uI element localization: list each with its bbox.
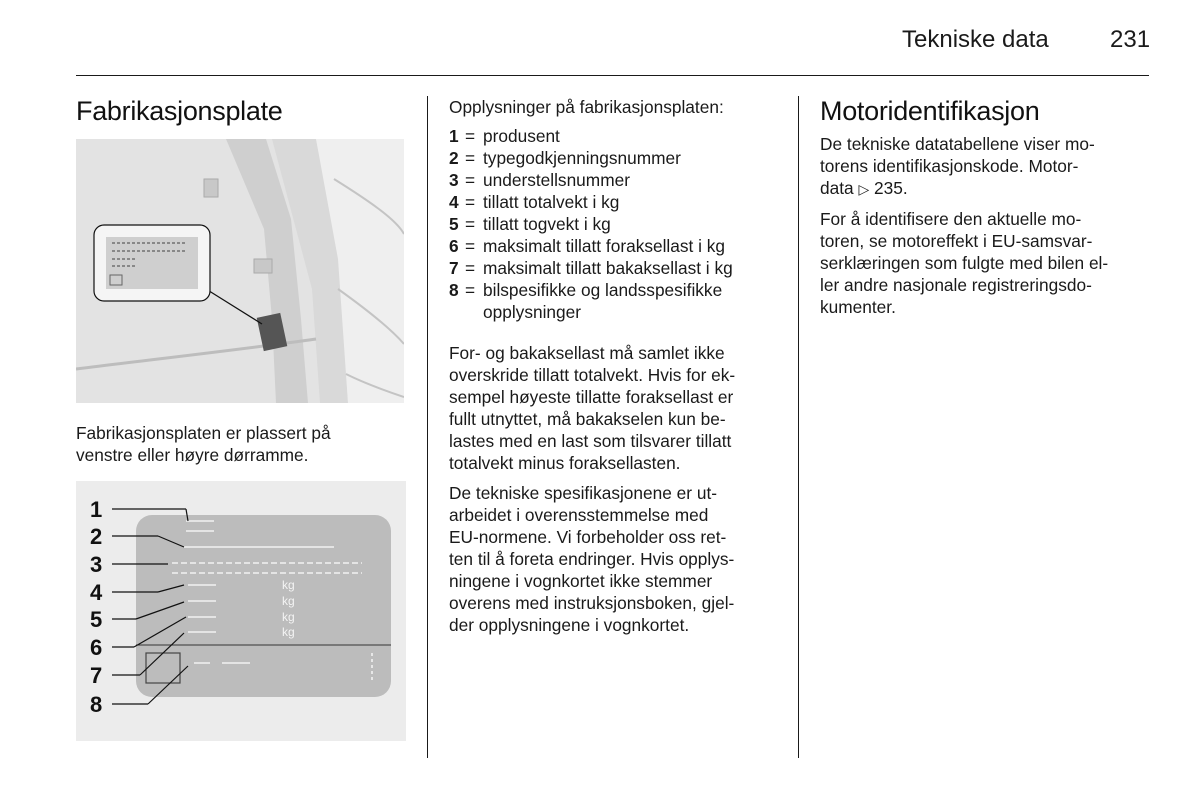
paragraph-line: De tekniske datatabellene viser mo- [820,134,1095,154]
list-item-text: tillatt totalvekt i kg [483,192,620,212]
list-item-equals: = [465,170,476,190]
callout-2: 2 [90,524,103,549]
list-item-number: 3 [449,170,459,190]
engine-identify-paragraph [820,208,1108,318]
list-item [449,257,789,279]
callout-3: 3 [90,552,103,577]
list-item-equals: = [465,192,476,212]
plate-info-intro: Opplysninger på fabrikasjonsplaten: [449,97,724,117]
paragraph-line: ningene i vognkortet ikke stemmer [449,571,713,591]
caption-line: venstre eller høyre dørramme. [76,445,309,465]
callout-7: 7 [90,663,103,688]
list-item [449,279,789,323]
list-item-line: bilspesifikke og landsspesifikke [483,280,723,300]
list-item-text: produsent [483,126,560,146]
paragraph-line: sempel høyeste tillatte foraksellast er [449,387,734,407]
caption-plate-location [76,422,331,466]
list-item-equals: = [465,126,476,146]
arrow-reference-icon: ▷ [858,181,870,197]
header-rule [76,75,1149,76]
page-reference-link[interactable]: 235. [874,178,908,198]
callout-5: 5 [90,607,103,632]
list-item-text [483,279,789,323]
paragraph-line: totalvekt minus foraksellasten. [449,453,681,473]
paragraph-line: fullt utnyttet, må bakakselen kun be- [449,409,726,429]
list-item-number: 8 [449,280,459,300]
list-item-equals: = [465,236,476,256]
paragraph-line: torens identifikasjonskode. Motor- [820,156,1079,176]
list-item-text: understellsnummer [483,170,630,190]
list-item-number: 6 [449,236,459,256]
paragraph-line: arbeidet i overensstemmelse med [449,505,709,525]
paragraph-line: lastes med en last som tilsvarer tillatt [449,431,732,451]
list-item [449,213,789,235]
paragraph-text: data [820,178,854,198]
list-item-number: 4 [449,192,459,212]
callout-6: 6 [90,635,103,660]
paragraph-line: overskride tillatt totalvekt. Hvis for ek- [449,365,736,385]
column-divider-left [427,96,428,758]
list-item-equals: = [465,280,476,300]
plate-unit-kg: kg [282,625,295,639]
callout-4: 4 [90,580,103,605]
list-item-number: 1 [449,126,459,146]
list-item-equals: = [465,214,476,234]
paragraph-line [820,177,1095,200]
paragraph-line: De tekniske spesifikasjonene er ut- [449,483,717,503]
callout-8: 8 [90,692,103,717]
plate-unit-kg: kg [282,594,295,608]
identification-plate-diagram [76,481,406,741]
plate-unit-kg: kg [282,578,295,592]
heading-motoridentifikasjon: Motoridentifikasjon [820,96,1040,126]
heading-fabrikasjonsplate: Fabrikasjonsplate [76,96,283,126]
list-item-number: 2 [449,148,459,168]
page-number: 231 [1110,26,1151,53]
list-item-equals: = [465,258,476,278]
list-item-number: 7 [449,258,459,278]
callout-1: 1 [90,497,103,522]
plate-info-list [449,125,789,323]
list-item-text: typegodkjenningsnummer [483,148,681,168]
paragraph-line: EU-normene. Vi forbeholder oss ret- [449,527,727,547]
list-item-line: opplysninger [483,302,581,322]
list-item [449,235,789,257]
list-item-number: 5 [449,214,459,234]
paragraph-line: ler andre nasjonale registreringsdo- [820,275,1092,295]
engine-id-paragraph [820,133,1095,200]
paragraph-line: For- og bakaksellast må samlet ikke [449,343,725,363]
specifications-paragraph [449,482,734,636]
plate-unit-kg: kg [282,610,295,624]
door-frame-photo [76,139,404,403]
list-item-text: maksimalt tillatt foraksellast i kg [483,236,726,256]
paragraph-line: overens med instruksjonsboken, gjel- [449,593,735,613]
list-item [449,169,789,191]
list-item [449,125,789,147]
paragraph-line: toren, se motoreffekt i EU-samsvar- [820,231,1093,251]
list-item [449,147,789,169]
paragraph-line: ten til å foreta endringer. Hvis opplys- [449,549,735,569]
column-divider-right [798,96,799,758]
axle-load-paragraph [449,342,735,474]
paragraph-line: serklæringen som fulgte med bilen el- [820,253,1109,273]
caption-line: Fabrikasjonsplaten er plassert på [76,423,331,443]
list-item-text: tillatt togvekt i kg [483,214,611,234]
list-item [449,191,789,213]
list-item-equals: = [465,148,476,168]
paragraph-line: kumenter. [820,297,896,317]
paragraph-line: der opplysningene i vognkortet. [449,615,690,635]
list-item-text: maksimalt tillatt bakaksellast i kg [483,258,733,278]
paragraph-line: For å identifisere den aktuelle mo- [820,209,1082,229]
page-section-title: Tekniske data [902,26,1049,53]
